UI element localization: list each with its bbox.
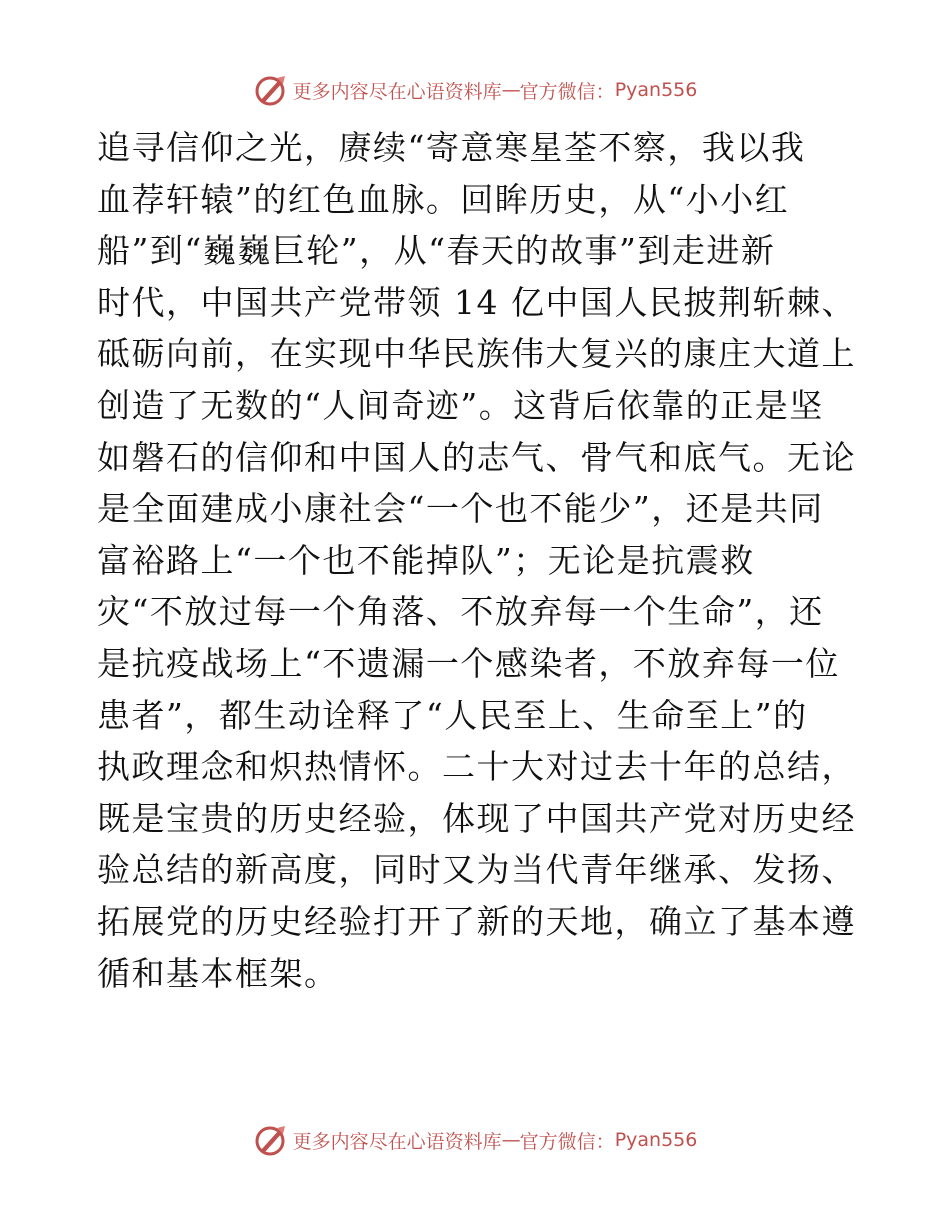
body-line: 血荐轩辕”的红色血脉。回眸历史，从“小小红: [97, 179, 790, 219]
banner-site-text: 更多内容尽在心语资料库: [292, 80, 502, 103]
banner-site-text: 更多内容尽在心语资料库: [292, 1130, 502, 1153]
body-line: 时代，中国共产党带领 14 亿中国人民披荆斩棘、: [97, 282, 856, 322]
quill-pen-logo-icon: [253, 1122, 289, 1158]
banner-separator: —: [501, 1129, 520, 1151]
body-line: 拓展党的历史经验打开了新的天地，确立了基本遵: [97, 901, 856, 941]
body-line: 循和基本框架。: [97, 953, 339, 993]
body-line: 既是宝贵的历史经验，体现了中国共产党对历史经: [97, 798, 856, 838]
banner-wechat-id: Pyan556: [614, 1129, 698, 1151]
body-line: 验总结的新高度，同时又为当代青年继承、发扬、: [97, 850, 856, 890]
quill-pen-logo-icon: [253, 72, 289, 108]
body-line: 创造了无数的“人间奇迹”。这背后依靠的正是坚: [97, 385, 824, 425]
body-line: 是全面建成小康社会“一个也不能少”，还是共同: [97, 489, 824, 529]
banner-separator: —: [501, 79, 520, 101]
body-line: 是抗疫战场上“不遗漏一个感染者，不放弃每一位: [97, 643, 840, 683]
header-banner: [0, 70, 950, 110]
body-line: 患者”，都生动诠释了“人民至上、生命至上”的: [97, 695, 808, 735]
body-line: 执政理念和炽热情怀。二十大对过去十年的总结，: [97, 747, 856, 787]
body-line: 富裕路上“一个也不能掉队”；无论是抗震救: [97, 540, 755, 580]
body-line: 如磐石的信仰和中国人的志气、骨气和底气。无论: [97, 437, 856, 477]
banner-wechat-id: Pyan556: [614, 79, 698, 101]
footer-banner: [0, 1120, 950, 1160]
banner-wechat-label: 官方微信：: [519, 80, 615, 103]
body-line: 追寻信仰之光，赓续“寄意寒星荃不察，我以我: [97, 128, 806, 167]
body-line: 船”到“巍巍巨轮”，从“春天的故事”到走进新: [97, 231, 776, 271]
banner-wechat-label: 官方微信：: [519, 1130, 615, 1153]
document-body: [97, 122, 856, 999]
body-line: 砥砺向前，在实现中华民族伟大复兴的康庄大道上: [97, 334, 856, 374]
body-line: 灾“不放过每一个角落、不放弃每一个生命”，还: [97, 592, 824, 632]
